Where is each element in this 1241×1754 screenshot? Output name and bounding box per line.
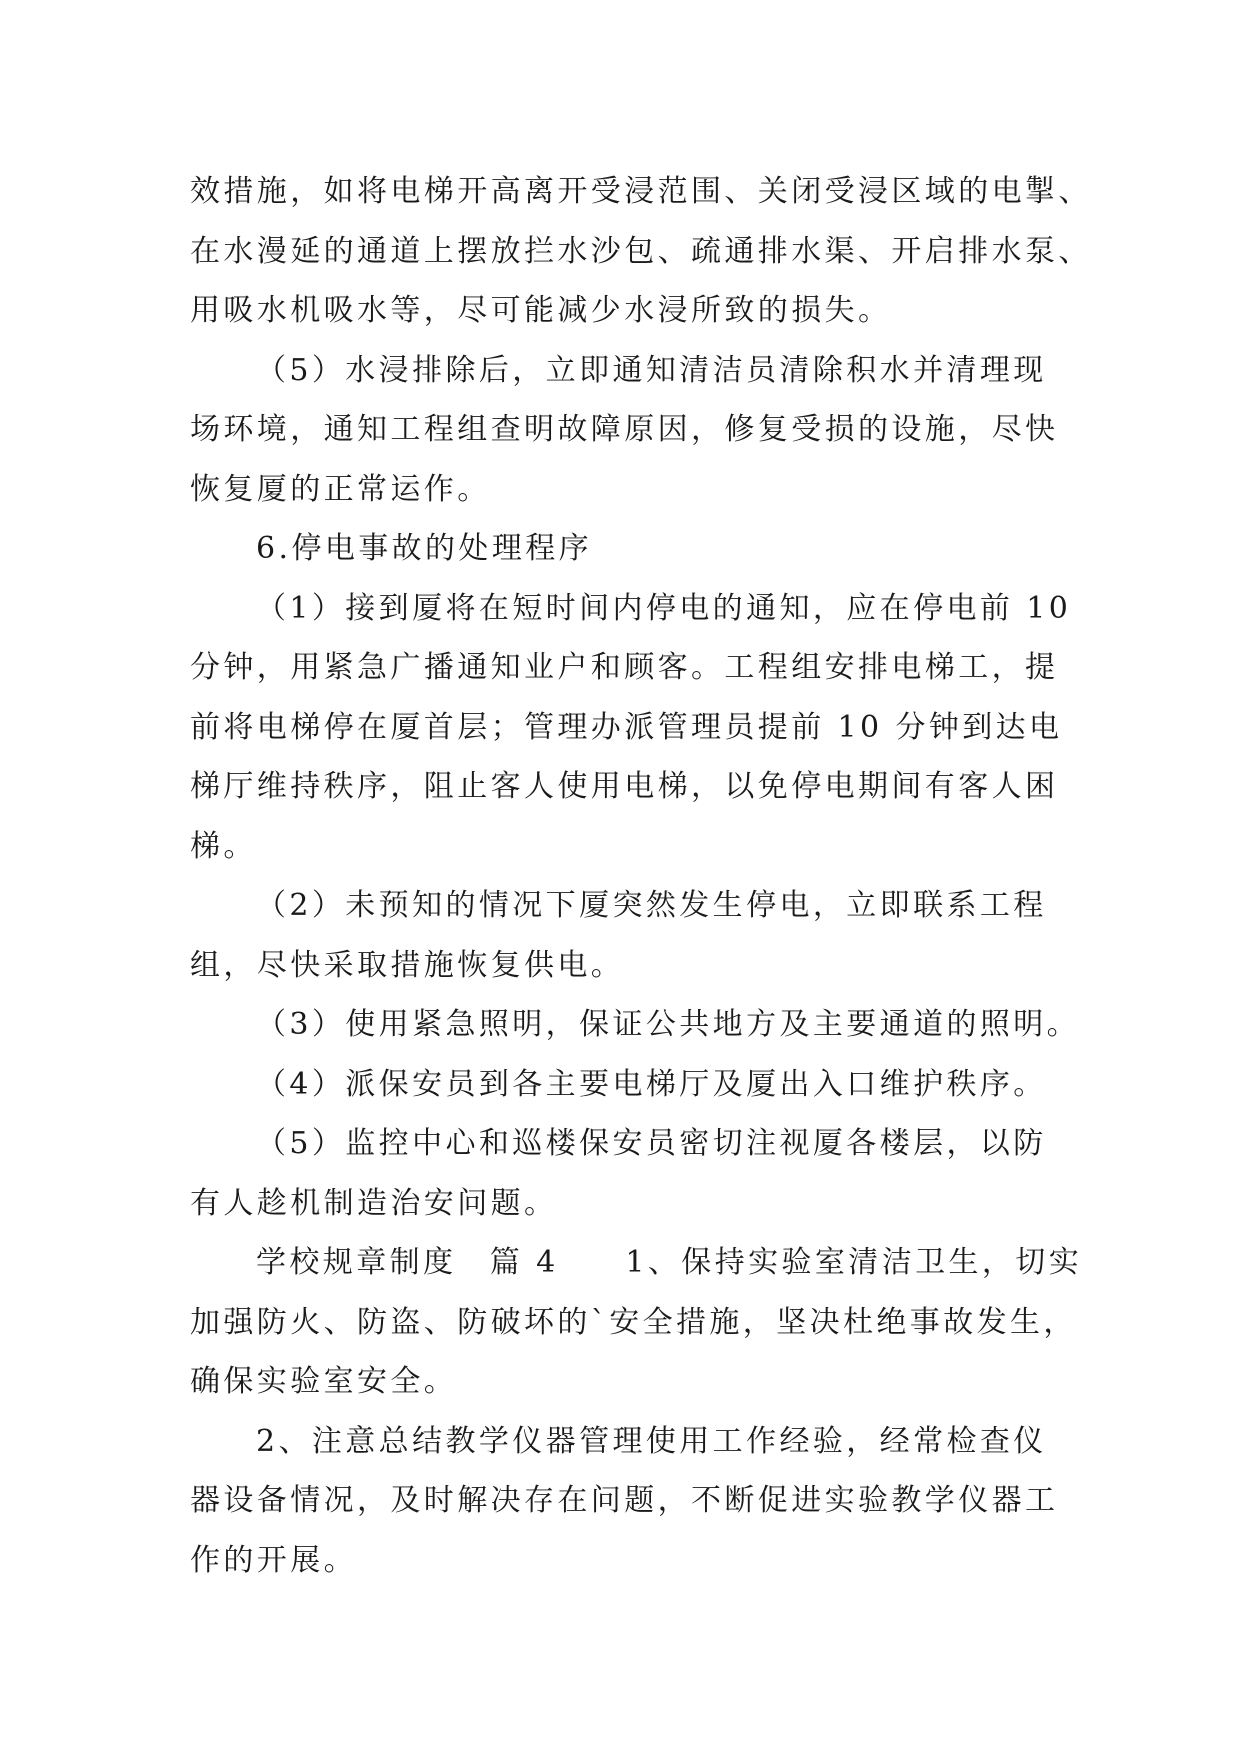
text-line: 恢复厦的正常运作。: [190, 471, 491, 507]
paragraph: [190, 1412, 1070, 1591]
text-line: 加强防火、防盗、防破坏的`安全措施，坚决杜绝事故发生，: [190, 1304, 1077, 1340]
paragraph: [190, 162, 1092, 341]
text-line: （4）派保安员到各主要电梯厅及厦出入口维护秩序。: [256, 1066, 1047, 1102]
text-line: 前将电梯停在厦首层；管理办派管理员提前 10 分钟到达电: [190, 709, 1063, 745]
text-line: 确保实验室安全。: [190, 1364, 458, 1399]
paragraph: [190, 1233, 1083, 1412]
text-line: （2）未预知的情况下厦突然发生停电，立即联系工程: [256, 888, 1047, 923]
text-line: 在水漫延的通道上摆放拦水沙包、疏通排水渠、开启排水泵、: [190, 233, 1092, 269]
document-body: [190, 162, 1092, 1590]
text-line: 学校规章制度 篇 4 1、保持实验室清洁卫生，切实: [256, 1245, 1083, 1280]
text-line: 梯。: [190, 828, 257, 864]
paragraph: [190, 1114, 1070, 1233]
text-line: 场环境，通知工程组查明故障原因，修复受损的设施，尽快: [190, 412, 1059, 447]
text-line: （3）使用紧急照明，保证公共地方及主要通道的照明。: [256, 1007, 1081, 1042]
text-line: 器设备情况，及时解决存在问题，不断促进实验教学仪器工: [190, 1483, 1059, 1518]
text-line: 效措施，如将电梯开高离开受浸范围、关闭受浸区域的电掣、: [190, 174, 1092, 209]
text-line: 梯厅维持秩序，阻止客人使用电梯，以免停电期间有客人困: [190, 769, 1059, 804]
text-line: 6.停电事故的处理程序: [256, 531, 593, 566]
text-line: （1）接到厦将在短时间内停电的通知，应在停电前 10: [256, 590, 1072, 626]
text-line: （5）监控中心和巡楼保安员密切注视厦各楼层，以防: [256, 1126, 1047, 1161]
text-line: 组，尽快采取措施恢复供电。: [190, 947, 625, 983]
paragraph: [190, 876, 1070, 995]
paragraph: [190, 995, 1081, 1055]
text-line: 2、注意总结教学仪器管理使用工作经验，经常检查仪: [256, 1423, 1047, 1459]
text-line: （5）水浸排除后，立即通知清洁员清除积水并清理现: [256, 352, 1047, 388]
text-line: 有人趁机制造治安问题。: [190, 1185, 558, 1221]
paragraph: [190, 579, 1070, 877]
text-line: 作的开展。: [190, 1542, 357, 1578]
paragraph: [190, 1055, 1070, 1115]
text-line: 用吸水机吸水等，尽可能减少水浸所致的损失。: [190, 293, 892, 328]
paragraph: [190, 341, 1070, 520]
text-line: 分钟，用紧急广播通知业户和顾客。工程组安排电梯工，提: [190, 650, 1059, 685]
paragraph: [190, 519, 1070, 579]
